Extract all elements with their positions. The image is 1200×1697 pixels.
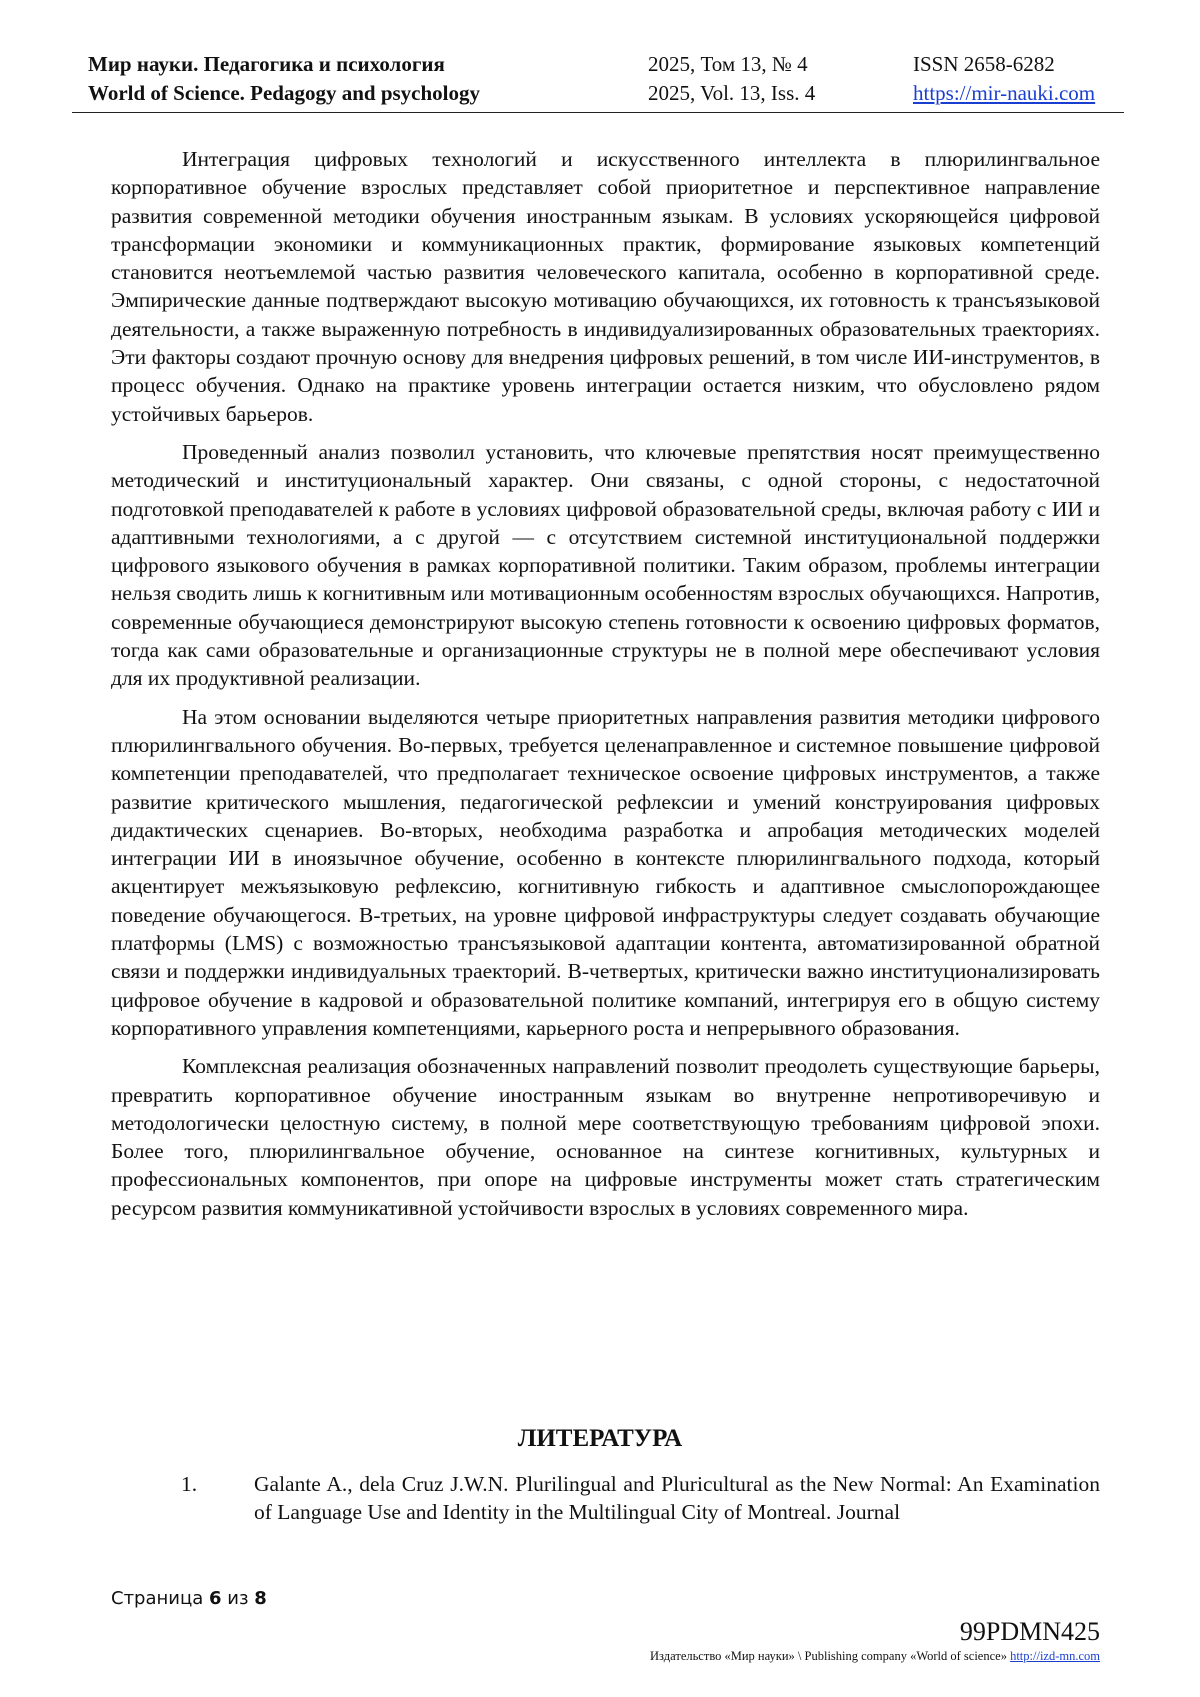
- page-counter: [111, 1588, 267, 1609]
- publisher-text: Издательство «Мир науки» \ Publishing company «World of science»: [650, 1649, 1007, 1663]
- issue-en: 2025, Vol. 13, Iss. 4: [648, 81, 816, 105]
- page-current: 6: [209, 1588, 222, 1609]
- paragraph: На этом основании выделяются четыре приоритетных направления развития методики цифрового плюрилингвального обучения. Во-первых, требуется целенаправленное и системное повышение цифровой компетенции преподавателей, что предполагает техническое освоение цифровых инструментов, а также развитие критического мышления, педагогической рефлексии и умений конструирования цифровых дидактических сценариев. Во-вторых, необходима разработка и апробация методических моделей интеграции ИИ в иноязычное обучение, особенно в контексте плюрилингвального подхода, который акцентирует межъязыковую рефлексию, когнитивную гибкость и адаптивное смыслопорождающее поведение обучающегося. В-третьих, на уровне цифровой инфраструктуры следует создавать обучающие платформы (LMS) с возможностью трансъязыковой адаптации контента, автоматизированной обратной связи и поддержки индивидуальных траекторий. В-четвертых, критически важно институционализировать цифровое обучение в кадровой и образовательной политике компаний, интегрируя его в общую систему корпоративного управления компетенциями, карьерного роста и непрерывного образования.: [111, 704, 1100, 1040]
- references-heading: ЛИТЕРАТУРА: [517, 1425, 683, 1452]
- article-body: [111, 145, 1100, 1232]
- reference-item: [181, 1470, 1100, 1527]
- journal-title-en: World of Science. Pedagogy and psychology: [88, 81, 481, 105]
- issue-block: [648, 50, 815, 108]
- issn: ISSN 2658-6282: [913, 52, 1055, 76]
- journal-title-ru: Мир науки. Педагогика и психология: [88, 52, 445, 76]
- page-total: 8: [254, 1588, 267, 1609]
- publisher-line: [650, 1649, 1100, 1664]
- journal-url-link[interactable]: https://mir-nauki.com: [913, 81, 1096, 105]
- journal-title-block: [88, 50, 480, 108]
- issn-block: [913, 50, 1095, 108]
- publisher-url-link[interactable]: http://izd-mn.com: [1010, 1649, 1100, 1663]
- page-of: из: [227, 1588, 249, 1609]
- page-label: Страница: [111, 1588, 204, 1609]
- reference-text: Galante A., dela Cruz J.W.N. Plurilingual and Pluricultural as the New Normal: An Examination of Language Use and Identity in the Multilingual City of Montreal. Journal: [254, 1472, 1100, 1525]
- page-header: [72, 50, 1124, 113]
- issue-ru: 2025, Том 13, № 4: [648, 52, 808, 76]
- paragraph: Интеграция цифровых технологий и искусственного интеллекта в плюрилингвальное корпоративное обучение взрослых представляет собой приоритетное и перспективное направление развития современной методики обучения иностранным языкам. В условиях ускоряющейся цифровой трансформации экономики и коммуникационных практик, формирование языковых компетенций становится неотъемлемой частью развития человеческого капитала, особенно в корпоративной среде. Эмпирические данные подтверждают высокую мотивацию обучающихся, их готовность к трансъязыковой деятельности, а также выраженную потребность в индивидуализированных образовательных траекториях. Эти факторы создают прочную основу для внедрения цифровых решений, в том числе ИИ-инструментов, в процесс обучения. Однако на практике уровень интеграции остается низким, что обусловлено рядом устойчивых барьеров.: [111, 147, 1100, 426]
- reference-number: 1.: [181, 1472, 198, 1496]
- paragraph: Проведенный анализ позволил установить, что ключевые препятствия носят преимущественно методический и институциональный характер. Они связаны, с одной стороны, с недостаточной подготовкой преподавателей к работе в условиях цифровой образовательной среды, включая работу с ИИ и адаптивными технологиями, а с другой — с отсутствием системной институциональной поддержки цифрового языкового обучения в рамках корпоративной политики. Таким образом, проблемы интеграции нельзя сводить лишь к когнитивным или мотивационным особенностям взрослых обучающихся. Напротив, современные обучающиеся демонстрируют высокую степень готовности к освоению цифровых форматов, тогда как сами образовательные и организационные структуры не в полной мере обеспечивают условия для их продуктивной реализации.: [111, 439, 1100, 691]
- paragraph: Комплексная реализация обозначенных направлений позволит преодолеть существующие барьеры, превратить корпоративное обучение иностранным языкам во внутренне непротиворечивую и методологически целостную систему, в полной мере соответствующую требованиям цифровой эпохи. Более того, плюрилингвальное обучение, основанное на синтезе когнитивных, культурных и профессиональных компонентов, при опоре на цифровые инструменты может стать стратегическим ресурсом развития коммуникативной устойчивости взрослых в условиях современного мира.: [111, 1054, 1100, 1220]
- document-code: 99PDMN425: [959, 1617, 1100, 1646]
